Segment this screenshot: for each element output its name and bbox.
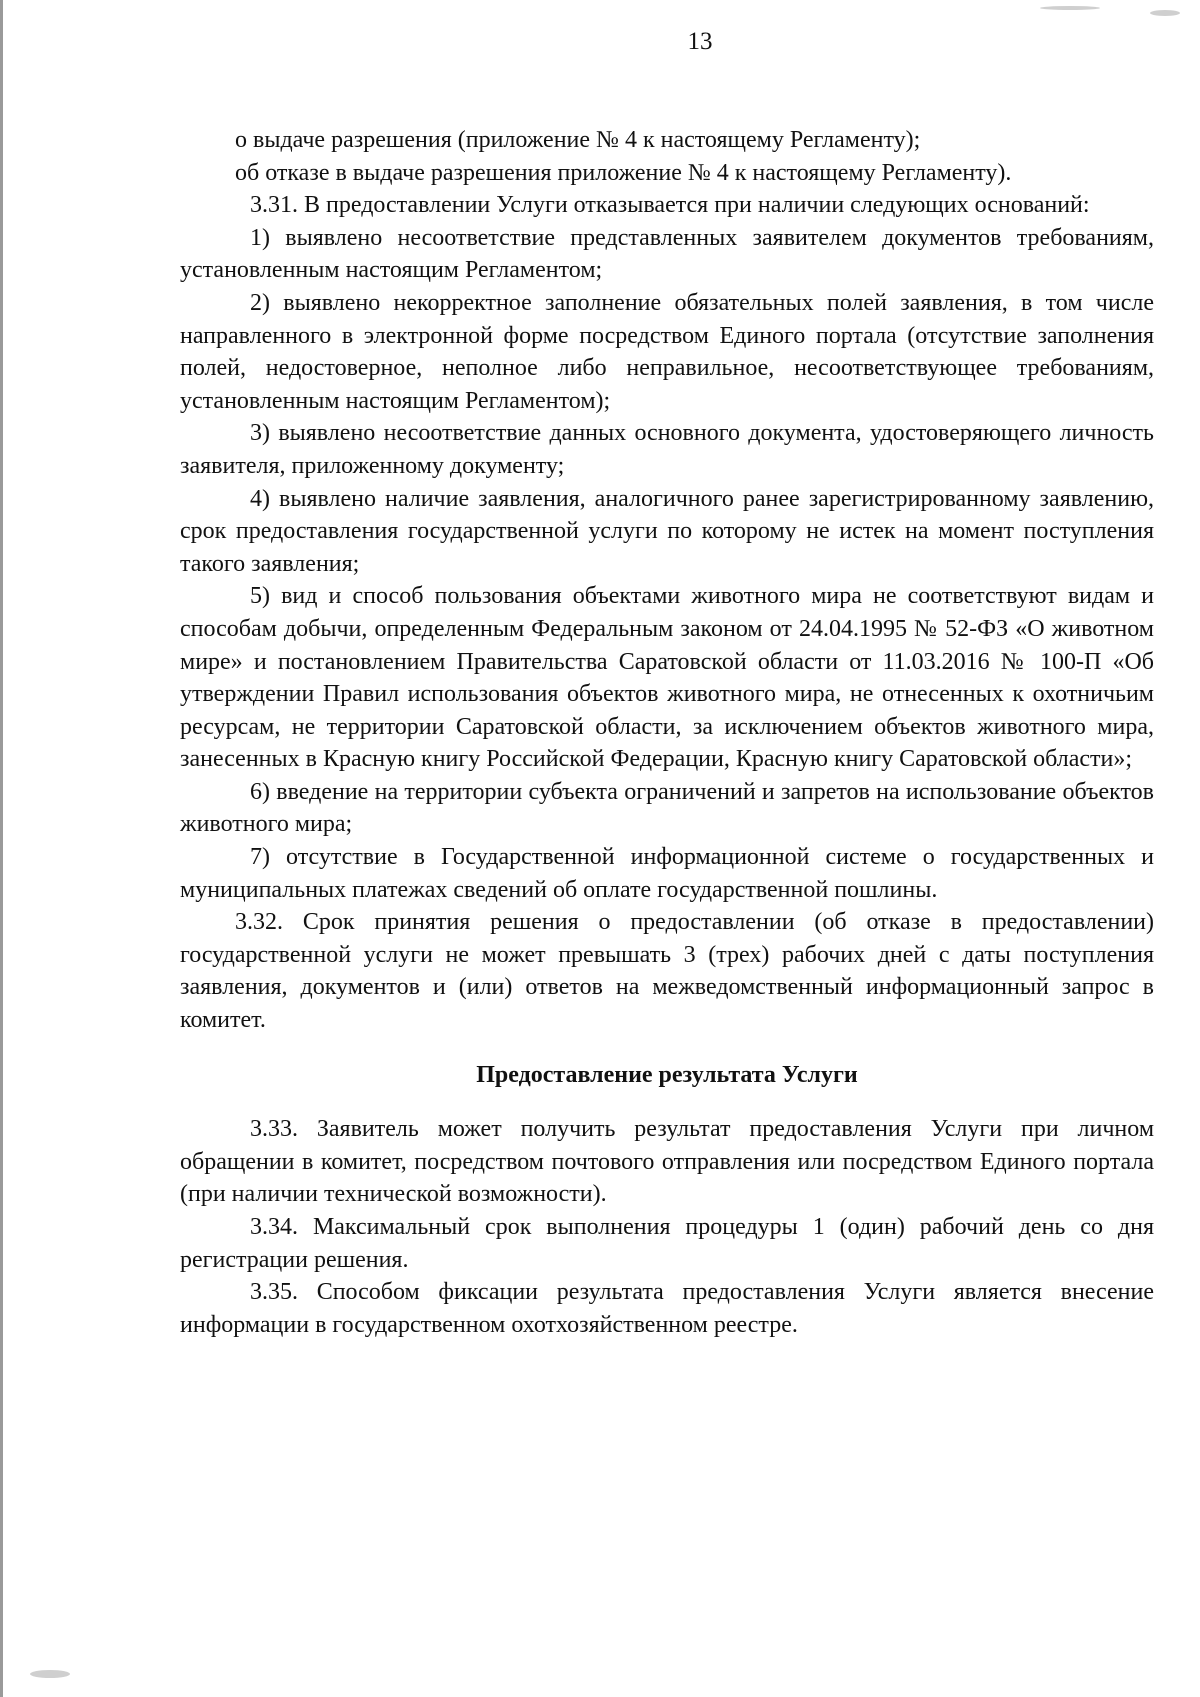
list-item: 5) вид и способ пользования объектами животного мира не соответствуют видам и способам добычи, определенным Федеральным законом от 24.04.1995 № 52-ФЗ «О животном мире» и постановлением Правительства Саратовской области от 11.03.2016 № 100-П «Об утверждении Правил использования объектов животного мира, не отнесенных к охотничьим ресурсам, не территории Саратовской области, за исключением объектов животного мира, занесенных в Красную книгу Российской Федерации, Красную книгу Саратовской области»; [180, 583, 1154, 773]
paragraph-clause: 3.35. Способом фиксации результата предоставления Услуги является внесение информации в государственном охотхозяйственном реестре. [180, 1279, 1154, 1338]
paragraph-clause: 3.31. В предоставлении Услуги отказывается при наличии следующих оснований: [250, 192, 1090, 219]
page-number: 13 [687, 28, 713, 55]
section-heading: Предоставление результата Услуги [476, 1061, 858, 1088]
paragraph: о выдаче разрешения (приложение № 4 к настоящему Регламенту); [235, 127, 921, 153]
document-body [180, 124, 1154, 1341]
scan-speck [30, 1670, 70, 1678]
list-item: 2) выявлено некорректное заполнение обязательных полей заявления, в том числе направленного в электронной форме посредством Единого портала (отсутствие заполнения полей, недостоверное, неполное либо неправильное, несоответствующее требованиям, установленным настоящим Регламентом); [180, 289, 1154, 414]
scan-edge [0, 0, 3, 1697]
scan-speck [1040, 6, 1100, 10]
list-item: 7) отсутствие в Государственной информационной системе о государственных и муниципальных платежах сведений об оплате государственной пошлины. [180, 844, 1154, 903]
list-item: 3) выявлено несоответствие данных основного документа, удостоверяющего личность заявителя, приложенному документу; [180, 420, 1154, 479]
paragraph: об отказе в выдаче разрешения приложение № 4 к настоящему Регламенту). [235, 159, 1012, 186]
scan-speck [1150, 10, 1180, 16]
paragraph-clause: 3.32. Срок принятия решения о предоставлении (об отказе в предоставлении) государственной услуги не может превышать 3 (трех) рабочих дней с даты поступления заявления, документов и (или) ответов на межведомственный информационный запрос в комитет. [180, 909, 1154, 1034]
list-item: 4) выявлено наличие заявления, аналогичного ранее зарегистрированному заявлению, срок предоставления государственной услуги по которому не истек на момент поступления такого заявления; [180, 485, 1154, 577]
paragraph-clause: 3.33. Заявитель может получить результат предоставления Услуги при личном обращении в комитет, посредством почтового отправления или посредством Единого портала (при наличии технической возможности). [180, 1116, 1154, 1208]
list-item: 1) выявлено несоответствие представленных заявителем документов требованиям, установленным настоящим Регламентом; [180, 224, 1154, 284]
paragraph-clause: 3.34. Максимальный срок выполнения процедуры 1 (один) рабочий день со дня регистрации решения. [180, 1214, 1154, 1273]
list-item: 6) введение на территории субъекта ограничений и запретов на использование объектов животного мира; [180, 778, 1154, 838]
